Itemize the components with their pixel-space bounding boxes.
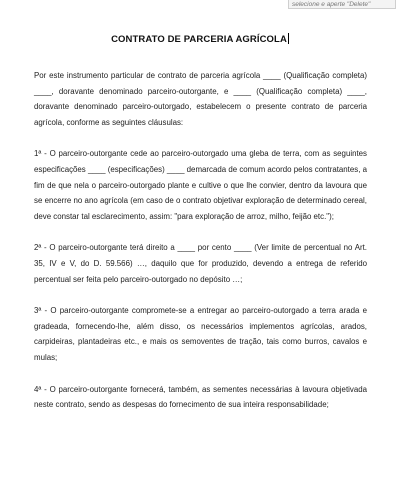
paragraph-clause-3: 3ª - O parceiro-outorgante compromete-se a entregar ao parceiro-outorgado a terra arada e gradeada, fornecendo-lhe, além disso, os necessários implementos agrícolas, arados, carpideiras, plantadeiras etc., e mais os semoventes de tração, tais como burros, cavalos e mulas; bbox=[34, 306, 367, 362]
paragraph-clause-2: 2ª - O parceiro-outorgante terá direito a ____ por cento ____ (Ver limite de percentual no Art. 35, IV e V, do D. 59.566) …, daquilo que for produzido, devendo a entrega de referido percentual ser feita pelo parceiro-outorgado no depósito …; bbox=[34, 243, 367, 284]
paragraph-intro: Por este instrumento particular de contrato de parceria agrícola ____ (Qualificação completa) ____, doravante denominado parceiro-outorgante, e ____ (Qualificação completa) ____, doravante denominado parceiro-outorgado, estabelecem o presente contrato de parceria agrícola, conforme as seguintes cláusulas: bbox=[34, 71, 367, 127]
document-body[interactable] bbox=[34, 68, 367, 413]
paragraph-clause-1: 1ª - O parceiro-outorgante cede ao parceiro-outorgado uma gleba de terra, com as seguintes especificações ____ (especificações) ____ demarcada de comum acordo pelos contratantes, a fim de que nela o parceiro-outorgado plante e cultive o que lhe convier, dentro da lavoura que se encerre no ano agrícola (em caso de o contrato objetivar exploração de determinado cereal, deve constar tal esclarecimento, assim: "para exploração de arroz, milho, feijão etc."); bbox=[34, 149, 367, 221]
text-cursor bbox=[288, 33, 289, 44]
document-title[interactable] bbox=[0, 33, 400, 45]
delete-hint-box: selecione e aperte "Delete" bbox=[288, 0, 396, 9]
document-title-text: CONTRATO DE PARCERIA AGRÍCOLA bbox=[111, 34, 287, 45]
paragraph-clause-4: 4ª - O parceiro-outorgante fornecerá, também, as sementes necessárias à lavoura objetivada neste contrato, sendo as despesas do fornecimento de sua inteira responsabilidade; bbox=[34, 384, 367, 410]
